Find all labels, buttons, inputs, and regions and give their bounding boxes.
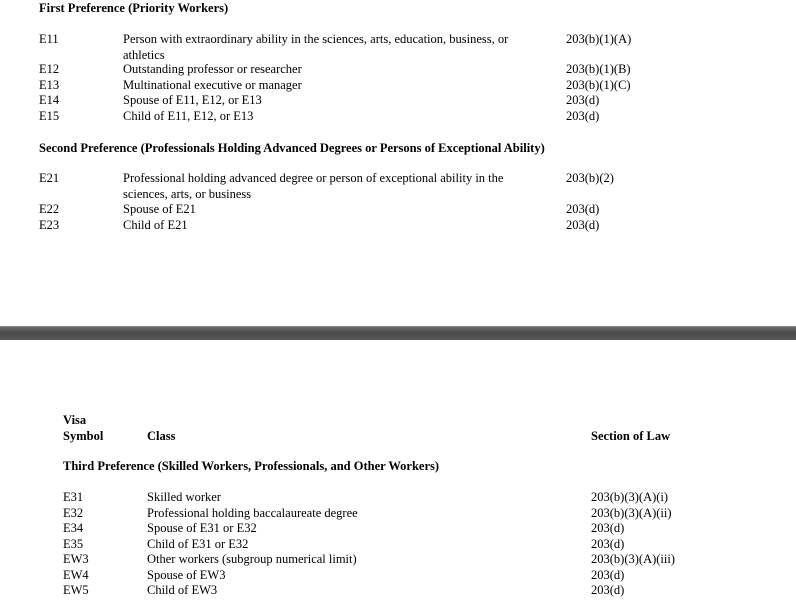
visa-symbol: E32 xyxy=(63,505,84,520)
section-of-law: 203(d) xyxy=(591,521,625,535)
visa-symbol: E12 xyxy=(39,62,60,76)
visa-symbol: E22 xyxy=(39,202,60,216)
class-description: Spouse of EW3 xyxy=(147,567,226,582)
visa-symbol: E21 xyxy=(39,171,60,185)
class-description: Multinational executive or manager xyxy=(123,77,302,92)
class-description: Child of E11, E12, or E13 xyxy=(123,108,254,123)
first-preference-heading: First Preference (Priority Workers) xyxy=(39,1,229,15)
column-header-section-of-law: Section of Law xyxy=(591,429,671,443)
class-description: Child of E21 xyxy=(123,217,188,232)
section-of-law: 203(d) xyxy=(591,567,625,582)
class-description: Professional holding baccalaureate degree xyxy=(147,505,358,520)
visa-symbol: E14 xyxy=(39,93,60,107)
visa-symbol: E23 xyxy=(39,217,60,232)
class-description: Spouse of E11, E12, or E13 xyxy=(123,93,262,107)
section-of-law: 203(b)(1)(C) xyxy=(566,77,631,92)
visa-symbol: E13 xyxy=(39,77,60,92)
class-description: Professional holding advanced degree or person of exceptional ability in the sciences, arts, or business xyxy=(123,171,504,201)
visa-symbol: E15 xyxy=(39,108,60,123)
section-of-law: 203(d) xyxy=(591,583,625,597)
section-of-law: 203(b)(1)(B) xyxy=(566,62,631,76)
class-description: Skilled worker xyxy=(147,490,221,504)
class-description: Person with extraordinary ability in the sciences, arts, education, business, or athletics xyxy=(123,32,509,62)
visa-symbol: EW4 xyxy=(63,567,89,582)
class-description: Other workers (subgroup numerical limit) xyxy=(147,552,357,566)
class-description: Child of EW3 xyxy=(147,583,218,597)
section-of-law: 203(b)(3)(A)(i) xyxy=(591,490,669,504)
visa-symbol: E35 xyxy=(63,536,84,551)
section-of-law: 203(d) xyxy=(566,108,600,123)
third-preference-heading: Third Preference (Skilled Workers, Professionals, and Other Workers) xyxy=(63,459,440,473)
visa-symbol: E34 xyxy=(63,521,84,535)
class-description: Outstanding professor or researcher xyxy=(123,62,302,76)
visa-symbol: E11 xyxy=(39,32,59,46)
class-description: Spouse of E31 or E32 xyxy=(147,521,257,535)
section-of-law: 203(d) xyxy=(566,93,600,107)
section-of-law: 203(b)(3)(A)(ii) xyxy=(591,505,672,520)
visa-symbol: EW5 xyxy=(63,583,89,597)
section-of-law: 203(d) xyxy=(566,217,600,232)
column-header-class: Class xyxy=(147,429,176,443)
class-description: Spouse of E21 xyxy=(123,202,196,216)
section-of-law: 203(b)(2) xyxy=(566,171,614,185)
visa-symbol: EW3 xyxy=(63,552,89,566)
visa-symbol: E31 xyxy=(63,490,84,504)
section-of-law: 203(b)(1)(A) xyxy=(566,32,632,46)
class-description: Child of E31 or E32 xyxy=(147,536,249,551)
column-header-symbol: Symbol xyxy=(63,429,104,443)
second-preference-heading: Second Preference (Professionals Holding Advanced Degrees or Persons of Exceptional Ability) xyxy=(39,141,545,155)
section-of-law: 203(d) xyxy=(566,202,600,216)
section-of-law: 203(b)(3)(A)(iii) xyxy=(591,552,675,566)
column-header-visa: Visa xyxy=(63,413,87,427)
document-page-2 xyxy=(0,340,796,608)
page-separator xyxy=(0,326,796,341)
section-of-law: 203(d) xyxy=(591,536,625,551)
